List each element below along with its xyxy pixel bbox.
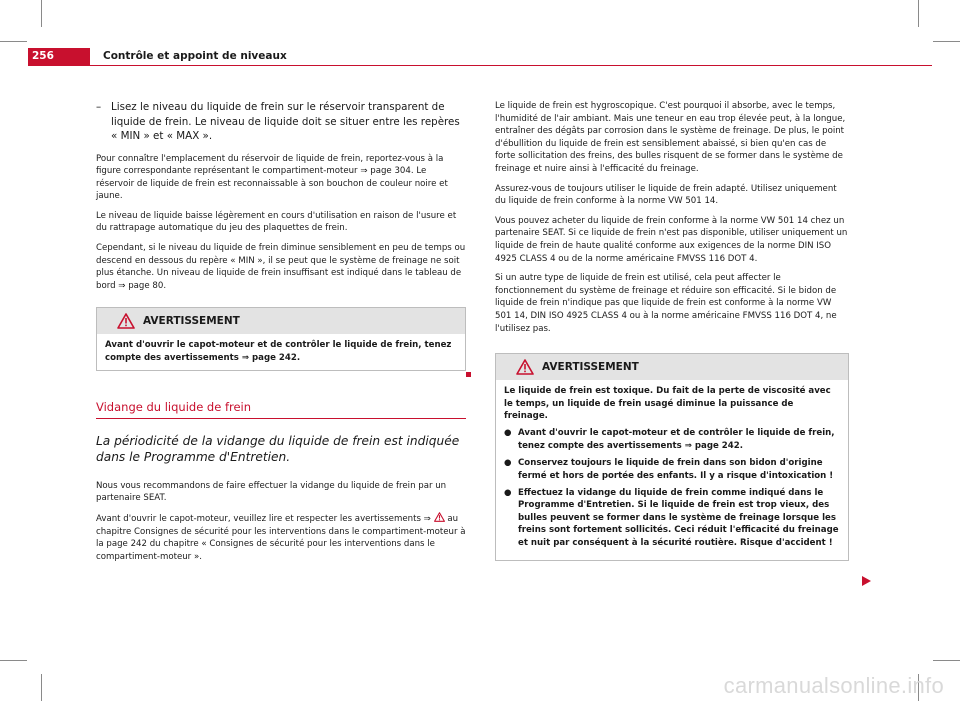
warning-title: AVERTISSEMENT <box>143 315 240 328</box>
crop-mark <box>41 674 42 701</box>
watermark: carmanualsonline.info <box>723 673 944 698</box>
page-number: 256 <box>28 48 90 65</box>
instruction-step <box>96 100 466 144</box>
warning-triangle-icon <box>117 313 135 329</box>
warning-header <box>496 354 848 380</box>
paragraph: Pour connaître l'emplacement du réservoir de liquide de frein, reportez-vous à la figure correspondante représentant le compartiment-moteur ⇒ page 304. Le réservoir de liquide de frein est reconnaissable à son bouchon de couleur noire et jaune. <box>96 153 448 202</box>
warning-text: Avant d'ouvrir le capot-moteur et de contrôler le liquide de frein, tenez compte des avertissements ⇒ page 242. <box>105 340 452 363</box>
dash-marker: – <box>96 101 102 113</box>
bullet-text: Effectuez la vidange du liquide de frein comme indiqué dans le Programme d'Entretien. Si le liquide de frein est trop vieux, des bulles peuvent se former dans le système de freinage lorsque les freins sont fortement sollicités. Ceci réduit l'efficacité du freinage et nuit par conséquent à la sécurité routière. Risque d'accident ! <box>518 487 839 548</box>
paragraph: Si un autre type de liquide de frein est utilisé, cela peut affecter le fonctionnement du système de freinage et réduire son efficacité. Si le bidon de liquide de frein n'indique pas que liquide de frein est conforme à la norme VW 501 14, DIN ISO 4925 CLASS 4 ou à la norme américaine FMVSS 116 DOT 4, ne l'utilisez pas. <box>495 273 837 334</box>
bullet-dot: ● <box>504 428 512 439</box>
warning-box <box>96 307 466 371</box>
section-subtitle: La périodicité de la vidange du liquide de frein est indiquée dans le Programme d'Entretien. <box>96 433 460 465</box>
continue-arrow-icon <box>862 576 871 586</box>
warning-triangle-icon <box>516 359 534 375</box>
crop-mark <box>0 660 27 661</box>
paragraph-end: au chapitre Consignes de sécurité pour les interventions dans le compartiment-moteur à la page 242 du chapitre « Consignes de sécurité pour les interventions dans le compartiment-moteur ». <box>96 514 466 562</box>
left-column <box>96 100 466 570</box>
bullet-text: Conservez toujours le liquide de frein dans son bidon d'origine fermé et hors de portée des enfants. Il y a risque d'intoxication ! <box>518 458 834 481</box>
chapter-title: Contrôle et appoint de niveaux <box>103 50 287 62</box>
warning-header <box>97 308 465 334</box>
crop-mark <box>933 41 960 42</box>
warning-triangle-icon <box>434 512 445 522</box>
crop-mark <box>933 660 960 661</box>
paragraph: Vous pouvez acheter du liquide de frein conforme à la norme VW 501 14 chez un partenaire SEAT. Si ce liquide de frein n'est pas disponible, utiliser uniquement un liquide de frein de haute qualité conforme aux exigences de la norme DIN ISO 4925 CLASS 4 ou de la norme américaine FMVSS 116 DOT 4. <box>495 215 848 264</box>
paragraph-start: Avant d'ouvrir le capot-moteur, veuillez lire et respecter les avertissements ⇒ <box>96 514 431 525</box>
right-column <box>495 100 849 573</box>
warning-box <box>495 353 849 561</box>
section-title: Vidange du liquide de frein <box>96 401 466 419</box>
warning-bullet <box>504 487 840 549</box>
crop-mark <box>918 0 919 27</box>
warning-bullet <box>504 457 840 482</box>
section-end-marker <box>466 372 471 377</box>
paragraph: Le liquide de frein est hygroscopique. C'est pourquoi il absorbe, avec le temps, l'humidité de l'air ambiant. Mais une teneur en eau trop élevée peut, à la longue, entraîner des dégâts par corrosion dans le système de freinage. De plus, le point d'ébullition du liquide de frein est sensiblement abaissé, si bien qu'en cas de forte sollicitation des freins, des bulles risquent de se former dans le système de freinage et nuire ainsi à l'efficacité du freinage. <box>495 101 846 174</box>
bullet-text: Avant d'ouvrir le capot-moteur et de contrôler le liquide de frein, tenez compte des avertissements ⇒ page 242. <box>518 428 835 451</box>
paragraph: Le niveau de liquide baisse légèrement en cours d'utilisation en raison de l'usure et du rattrapage automatique du jeu des plaquettes de frein. <box>96 210 457 234</box>
warning-title: AVERTISSEMENT <box>542 360 639 373</box>
instruction-text: Lisez le niveau du liquide de frein sur le réservoir transparent de liquide de frein. Le niveau de liquide doit se situer entre les repères « MIN » et « MAX ». <box>111 101 460 142</box>
paragraph <box>96 512 466 563</box>
warning-body <box>496 380 848 560</box>
paragraph: Nous vous recommandons de faire effectuer la vidange du liquide de frein par un partenaire SEAT. <box>96 480 447 504</box>
bullet-dot: ● <box>504 487 512 498</box>
bullet-dot: ● <box>504 458 512 469</box>
paragraph: Cependant, si le niveau du liquide de frein diminue sensiblement en peu de temps ou descend en dessous du repère « MIN », il se peut que le système de freinage ne soit plus étanche. Un niveau de liquide de frein insuffisant est indiqué dans le tableau de bord ⇒ page 80. <box>96 243 466 291</box>
crop-mark <box>0 41 27 42</box>
crop-mark <box>41 0 42 27</box>
paragraph: Assurez-vous de toujours utiliser le liquide de frein adapté. Utilisez uniquement du liquide de frein conforme à la norme VW 501 14. <box>495 183 837 207</box>
warning-intro: Le liquide de frein est toxique. Du fait de la perte de viscosité avec le temps, un liquide de frein usagé diminue la puissance de freinage. <box>504 386 831 421</box>
warning-bullet <box>504 427 840 452</box>
